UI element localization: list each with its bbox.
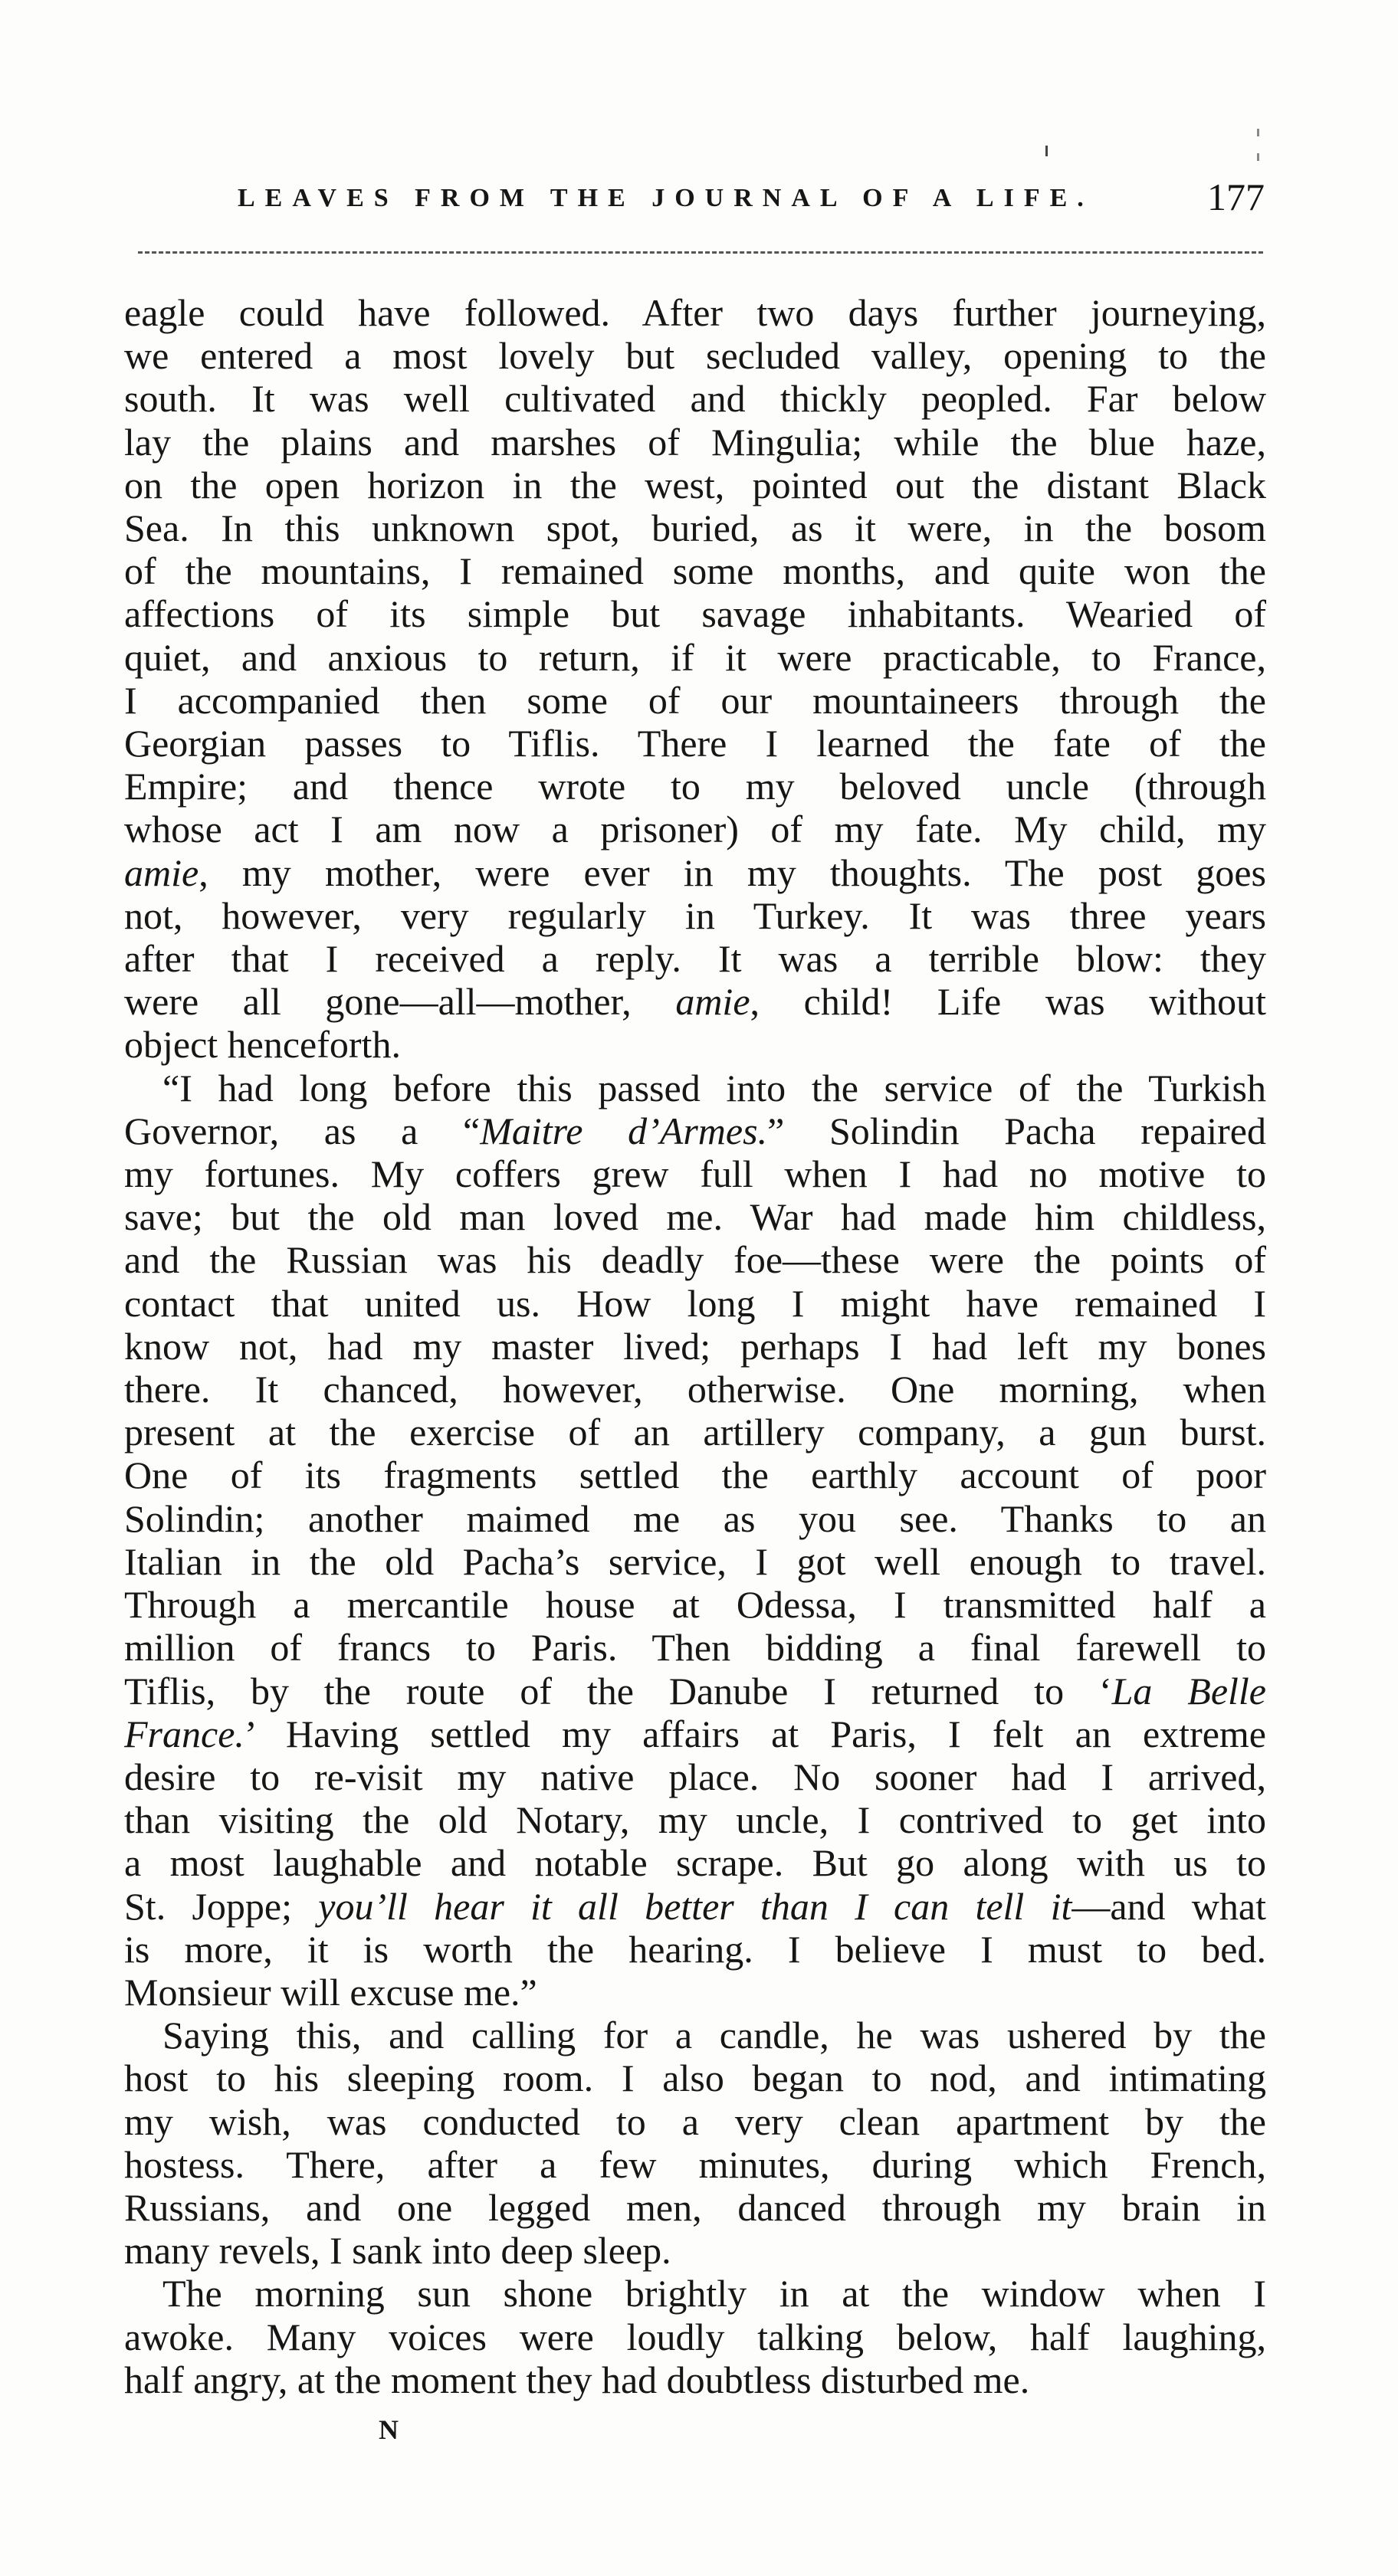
text-line: One of its fragments settled the earthly account of poor — [124, 1454, 1266, 1497]
text-line: Monsieur will excuse me.” — [124, 1970, 537, 2014]
text-line: hostess. There, after a few minutes, during which French, — [124, 2142, 1266, 2186]
text-line: we entered a most lovely but secluded valley, opening to the — [124, 334, 1266, 378]
margin-speck — [1257, 153, 1259, 161]
text-line: my wish, was conducted to a very clean apartment by the — [124, 2099, 1266, 2143]
text-line: Georgian passes to Tiflis. There I learned the fate of the — [124, 722, 1266, 765]
text-line: there. It chanced, however, otherwise. One morning, when — [124, 1368, 1266, 1411]
text-line: and the Russian was his deadly foe—these were the points of — [124, 1238, 1266, 1282]
text-line: eagle could have followed. After two days further journeying, — [124, 291, 1266, 334]
text-line: after that I received a reply. It was a terrible blow: they — [124, 937, 1266, 981]
paragraph — [124, 2014, 1266, 2272]
text-line: were all gone—all—mother, amie, child! Life was without — [124, 980, 1266, 1024]
text-line: Solindin; another maimed me as you see. Thanks to an — [124, 1496, 1266, 1540]
text-line: St. Joppe; you’ll hear it all better than I can tell it—and what — [124, 1884, 1266, 1928]
paragraph — [124, 1067, 1266, 2014]
signature-mark: N — [379, 2414, 399, 2445]
paragraph — [124, 2272, 1266, 2401]
text-line: Russians, and one legged men, danced through my brain in — [124, 2185, 1266, 2229]
paragraph — [124, 291, 1266, 1067]
text-line: awoke. Many voices were loudly talking below, half laughing, — [124, 2315, 1266, 2358]
text-line: “I had long before this passed into the service of the Turkish — [162, 1066, 1266, 1109]
text-line: The morning sun shone brightly in at the window when I — [162, 2272, 1266, 2315]
text-line: a most laughable and notable scrape. But go along with us to — [124, 1841, 1266, 1885]
text-line: affections of its simple but savage inhabitants. Wearied of — [124, 592, 1266, 636]
text-line: contact that united us. How long I might have remained I — [124, 1281, 1266, 1325]
text-line: half angry, at the moment they had doubtless disturbed me. — [124, 2358, 1030, 2401]
text-line: Italian in the old Pacha’s service, I got well enough to travel. — [124, 1539, 1266, 1583]
text-line: whose act I am now a prisoner) of my fate. My child, my — [124, 808, 1266, 851]
text-line: I accompanied then some of our mountaineers through the — [124, 678, 1266, 722]
text-line: host to his sleeping room. I also began to nod, and intimating — [124, 2057, 1266, 2100]
text-line: France.’ Having settled my affairs at Paris, I felt an extreme — [124, 1712, 1266, 1755]
text-line: south. It was well cultivated and thickly peopled. Far below — [124, 377, 1266, 421]
text-line: amie, my mother, were ever in my thoughts. The post goes — [124, 850, 1266, 894]
body-text — [124, 291, 1266, 2401]
text-line: of the mountains, I remained some months, and quite won the — [124, 549, 1266, 593]
text-line: lay the plains and marshes of Mingulia; while the blue haze, — [124, 420, 1266, 464]
text-line: Tiflis, by the route of the Danube I returned to ‘La Belle — [124, 1669, 1266, 1712]
text-line: not, however, very regularly in Turkey. It was three years — [124, 893, 1266, 937]
text-line: object henceforth. — [124, 1023, 401, 1067]
page-number: 177 — [1207, 175, 1265, 218]
running-head — [230, 175, 1265, 228]
text-line: Saying this, and calling for a candle, he was ushered by the — [162, 2014, 1266, 2057]
text-line: Governor, as a “Maitre d’Armes.” Solindin Pacha repaired — [124, 1109, 1266, 1152]
text-line: quiet, and anxious to return, if it were practicable, to France, — [124, 635, 1266, 679]
text-line: than visiting the old Notary, my uncle, I contrived to get into — [124, 1798, 1266, 1842]
text-line: is more, it is worth the hearing. I believe I must to bed. — [124, 1927, 1266, 1971]
header-rule — [138, 251, 1263, 254]
text-line: Through a mercantile house at Odessa, I transmitted half a — [124, 1583, 1266, 1627]
text-line: on the open horizon in the west, pointed out the distant Black — [124, 463, 1266, 506]
text-line: present at the exercise of an artillery company, a gun burst. — [124, 1411, 1266, 1454]
text-line: million of francs to Paris. Then bidding a final farewell to — [124, 1626, 1266, 1670]
running-title: LEAVES FROM THE JOURNAL OF A LIFE. — [238, 184, 1094, 212]
ink-speck — [1045, 146, 1048, 156]
text-line: many revels, I sank into deep sleep. — [124, 2229, 671, 2273]
text-line: Empire; and thence wrote to my beloved uncle (through — [124, 765, 1266, 808]
text-line: my fortunes. My coffers grew full when I had no motive to — [124, 1152, 1266, 1196]
text-line: save; but the old man loved me. War had made him childless, — [124, 1195, 1266, 1239]
margin-speck — [1257, 129, 1259, 136]
text-line: know not, had my master lived; perhaps I had left my bones — [124, 1324, 1266, 1368]
text-line: Sea. In this unknown spot, buried, as it were, in the bosom — [124, 506, 1266, 550]
text-line: desire to re-visit my native place. No sooner had I arrived, — [124, 1755, 1266, 1798]
